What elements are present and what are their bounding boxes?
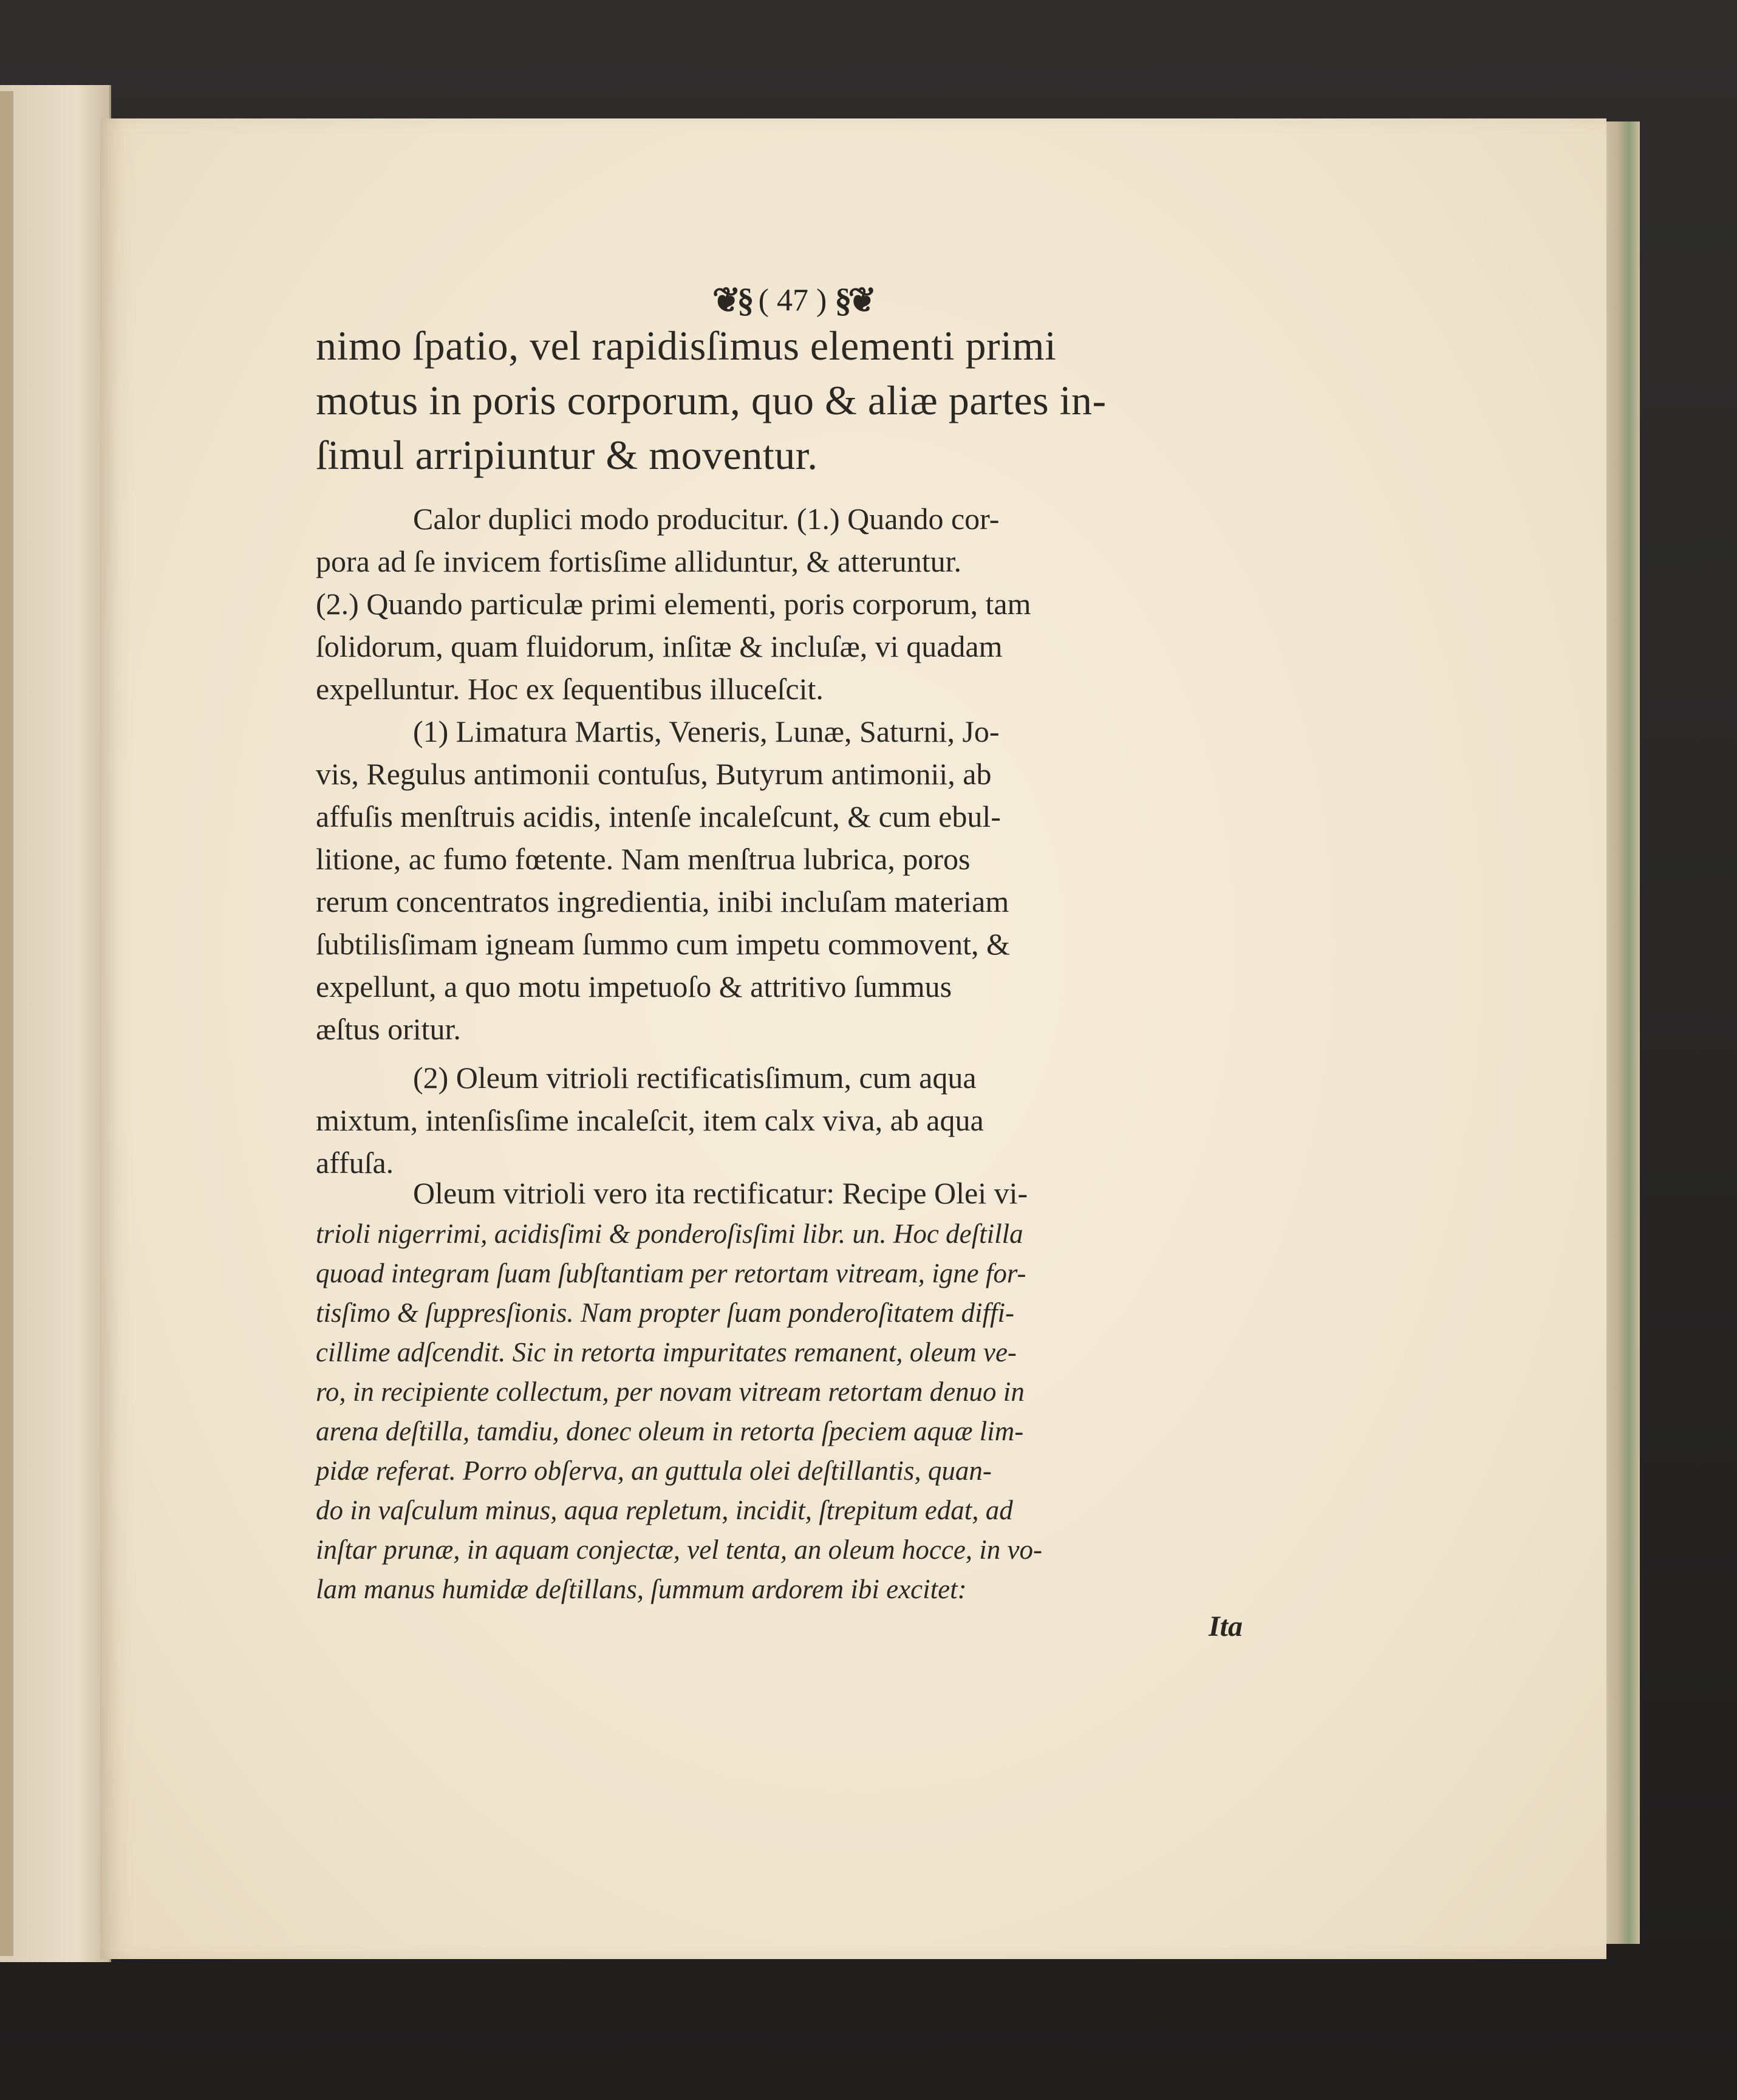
text-line: æſtus oritur. xyxy=(316,1012,461,1046)
page-header xyxy=(656,279,929,322)
text-line: vis, Regulus antimonii contuſus, Butyrum antimonii, ab xyxy=(316,757,992,791)
ornament-right-icon: §❦ xyxy=(834,282,873,320)
text-line: motus in poris corporum, quo & aliæ partes in- xyxy=(316,377,1107,423)
text-line: cillime adſcendit. Sic in retorta impuritates remanent, oleum ve- xyxy=(316,1337,1017,1367)
text-line: ſimul arripiuntur & moventur. xyxy=(316,432,818,478)
text-line: quoad integram ſuam ſubſtantiam per retortam vitream, igne for- xyxy=(316,1258,1026,1288)
text-line: trioli nigerrimi, acidisſimi & ponderoſisſimi libr. un. Hoc deſtilla xyxy=(316,1219,1023,1249)
text-line: expellunt, a quo motu impetuoſo & attritivo ſummus xyxy=(316,970,952,1004)
left-page-edge xyxy=(0,85,111,1962)
text-line: Calor duplici modo producitur. (1.) Quando cor- xyxy=(413,502,1000,536)
text-line: litione, ac fumo fœtente. Nam menſtrua lubrica, poros xyxy=(316,842,971,876)
catchword: Ita xyxy=(1209,1610,1243,1643)
text-line: inſtar prunæ, in aquam conjectæ, vel tenta, an oleum hocce, in vo- xyxy=(316,1534,1043,1565)
text-line: ſolidorum, quam fluidorum, inſitæ & incluſæ, vi quadam xyxy=(316,629,1003,663)
text-line: arena deſtilla, tamdiu, donec oleum in retorta ſpeciem aquæ lim- xyxy=(316,1416,1024,1446)
text-line: pora ad ſe invicem fortisſime alliduntur, & atteruntur. xyxy=(316,544,961,578)
text-line: ſubtilisſimam igneam ſummo cum impetu commovent, & xyxy=(316,927,1010,961)
text-line: affuſis menſtruis acidis, intenſe incaleſcunt, & cum ebul- xyxy=(316,799,1001,833)
text-line: affuſa. xyxy=(316,1146,394,1180)
text-line: rerum concentratos ingredientia, inibi incluſam materiam xyxy=(316,884,1009,918)
text-line: tisſimo & ſuppresſionis. Nam propter ſuam ponderoſitatem diffi- xyxy=(316,1298,1015,1328)
text-line: (1) Limatura Martis, Veneris, Lunæ, Saturni, Jo- xyxy=(413,714,1000,748)
text-line: ro, in recipiente collectum, per novam vitream retortam denuo in xyxy=(316,1377,1025,1407)
ornament-left-icon: ❦§ xyxy=(712,282,751,320)
text-line: expelluntur. Hoc ex ſequentibus illuceſcit. xyxy=(316,672,824,706)
text-line: mixtum, intenſisſime incaleſcit, item calx viva, ab aqua xyxy=(316,1103,984,1137)
text-line: (2.) Quando particulæ primi elementi, poris corporum, tam xyxy=(316,587,1031,621)
text-line: lam manus humidæ deſtillans, ſummum ardorem ibi excitet: xyxy=(316,1574,967,1604)
text-line: (2) Oleum vitrioli rectificatisſimum, cum aqua xyxy=(413,1061,977,1095)
left-cover-edge xyxy=(0,91,13,1956)
text-line: nimo ſpatio, vel rapidisſimus elementi primi xyxy=(316,323,1057,369)
right-page-stack xyxy=(1603,121,1640,1944)
page-number: ( 47 ) xyxy=(758,283,827,318)
text-line: Oleum vitrioli vero ita rectificatur: Recipe Olei vi- xyxy=(413,1176,1028,1210)
text-line: do in vaſculum minus, aqua repletum, incidit, ſtrepitum edat, ad xyxy=(316,1495,1013,1525)
text-line: pidæ referat. Porro obſerva, an guttula olei deſtillantis, quan- xyxy=(316,1455,992,1486)
